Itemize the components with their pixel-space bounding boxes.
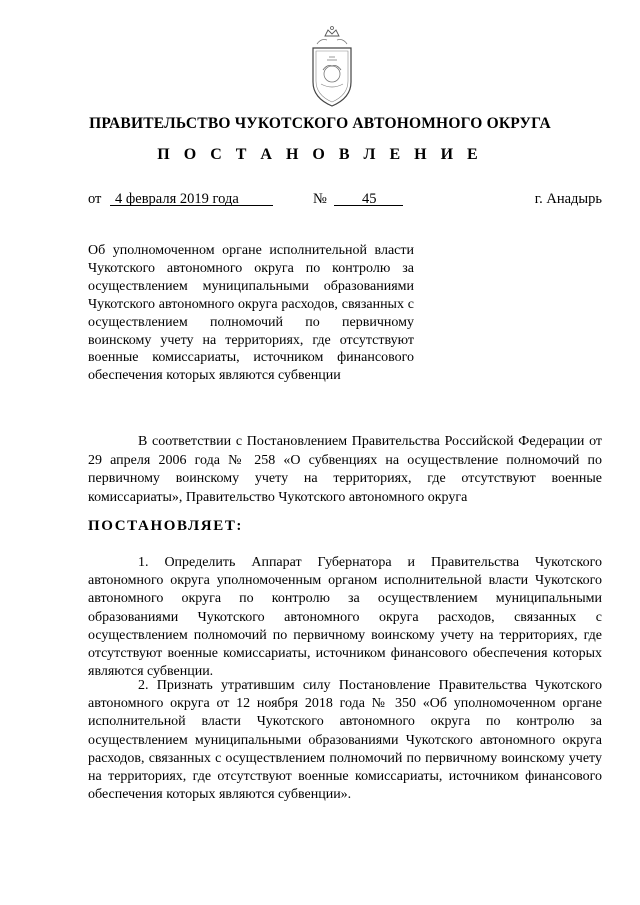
date-prefix: от — [88, 191, 102, 207]
preamble-paragraph: В соответствии с Постановлением Правительства Российской Федерации от 29 апреля 2006 года № 258 «О субвенциях на осуществление полномочий по первичному воинскому учету на территориях, где отсутствуют военные комиссариаты», Правительство Чукотского автономного округа — [88, 434, 602, 505]
number-sign: № — [313, 191, 327, 207]
resolution-item-1: 1. Определить Аппарат Губернатора и Правительства Чукотского автономного округа уполномоченным органом исполнительной власти Чукотского автономного округа по контролю за осуществлением муниципальными образованиями Чукотского автономного округа расходов, связанных с осуществлением полномочий по первичному воинскому учету на территориях, где отсутствуют военные комиссариаты, источником финансового обеспечения которых являются субвенции. — [88, 555, 602, 680]
document-number: 45 — [362, 191, 377, 207]
resolve-heading: ПОСТАНОВЛЯЕТ: — [88, 518, 244, 534]
document-meta-row — [0, 191, 640, 211]
resolution-item-2: 2. Признать утратившим силу Постановление Правительства Чукотского автономного округа от 12 ноября 2018 года № 350 «Об уполномоченном органе исполнительной власти Чукотского автономного округа по контролю за осуществлением муниципальными образованиями Чукотского автономного округа расходов, связанных с осуществлением полномочий по первичному воинскому учету на территориях, где отсутствуют военные комиссариаты, источником финансового обеспечения которых являются субвенции». — [88, 678, 602, 803]
document-subject: Об уполномоченном органе исполнительной власти Чукотского автономного округа по контролю за осуществлением муниципальными образованиями Чукотского автономного округа расходов, связанных с осуществлением полномочий по первичному воинскому учету на территориях, где отсутствуют военные комиссариаты, источником финансового обеспечения которых являются субвенции — [88, 243, 414, 384]
document-type-title: П О С Т А Н О В Л Е Н И Е — [157, 146, 483, 163]
document-date: 4 февраля 2019 года — [115, 191, 239, 207]
city: г. Анадырь — [534, 191, 602, 207]
coat-of-arms-icon — [307, 24, 357, 110]
government-title: ПРАВИТЕЛЬСТВО ЧУКОТСКОГО АВТОНОМНОГО ОКРУГА — [89, 115, 551, 132]
